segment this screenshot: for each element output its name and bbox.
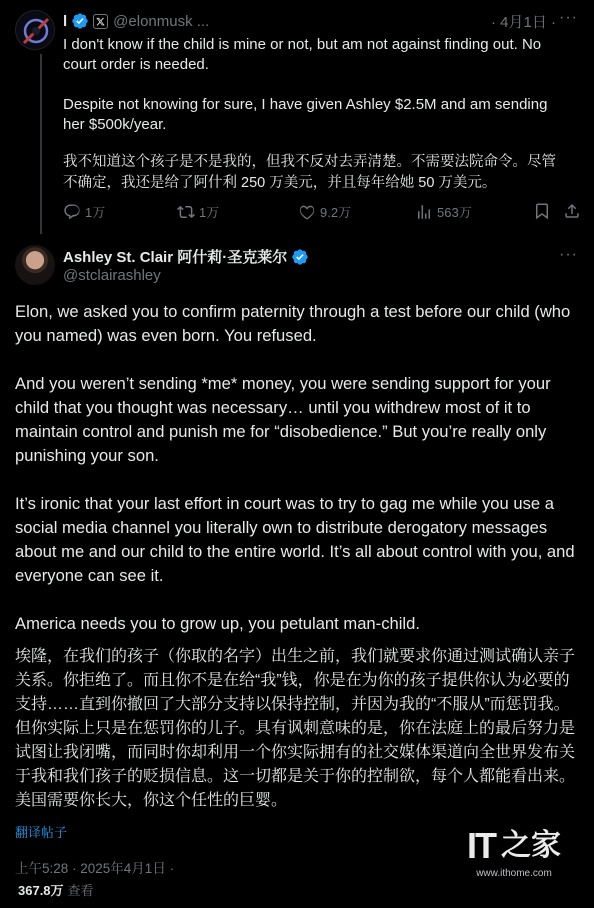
author-handle[interactable]: @stclairashley	[63, 267, 161, 284]
watermark-logo-cn: 之家	[501, 828, 561, 863]
reply-count: 1万	[85, 205, 106, 220]
analytics-icon	[415, 203, 433, 221]
ithome-watermark	[464, 825, 564, 879]
post-timestamp[interactable]: 上午5:28 · 2025年4月1日 ·	[15, 861, 175, 876]
more-options-icon[interactable]: ···	[559, 9, 578, 26]
translated-text-cn: 埃隆，在我们的孩子（你取的名字）出生之前，我们就要求你通过测试确认亲子关系。你拒绝了。而且你不是在给“我”钱，你是在为你的孩子提供你认为必要的支持……直到你撤回了大部分支持以保持控制，并因为我的“不服从”而惩罚我。但你实际上只是在惩罚你的儿子。具有讽刺意味的是，你在法庭上的最后努力是试图让我闭嘴，而同时你却利用一个你实际拥有的社交媒体渠道向全世界发布关于我和我们孩子的贬损信息。这一切都是关于你的控制欲，每个人都能看出来。美国需要你长大，你这个任性的巨婴。	[15, 648, 576, 809]
views-count: 367.8万	[18, 883, 64, 898]
author-handle[interactable]: @elonmusk ...	[113, 12, 210, 30]
repost-count: 1万	[199, 205, 220, 220]
author-name[interactable]: l	[63, 12, 68, 30]
x-logo-icon	[93, 14, 108, 29]
bookmark-button[interactable]	[533, 202, 555, 220]
translate-post-link[interactable]: 翻译帖子	[15, 825, 68, 840]
parent-tweet[interactable]	[0, 0, 594, 236]
main-author-row	[63, 246, 313, 267]
repost-icon	[177, 203, 195, 221]
views-button[interactable]	[415, 202, 472, 221]
paragraph-4: America needs you to grow up, you petulant man-child.	[15, 614, 420, 633]
thread-line	[40, 54, 42, 234]
reply-button[interactable]	[63, 202, 105, 221]
avatar-image	[16, 11, 55, 50]
tweet-text-en-2: Despite not knowing for sure, I have given Ashley $2.5M and am sending her $500k/year.	[63, 96, 548, 133]
avatar[interactable]	[15, 10, 55, 50]
action-bar	[63, 202, 583, 226]
watermark-logo	[464, 825, 564, 866]
view-count: 563万	[437, 205, 472, 220]
main-tweet-text	[15, 300, 583, 809]
post-date[interactable]: · 4月1日 ·	[490, 14, 556, 31]
paragraph-1: Elon, we asked you to confirm paternity through a test before our child (who you named) was even born. You refused.	[15, 302, 571, 345]
reply-icon	[63, 203, 81, 221]
verified-badge-icon	[71, 12, 89, 30]
watermark-logo-text: IT	[467, 825, 495, 866]
bookmark-icon	[533, 202, 551, 220]
parent-tweet-text	[63, 35, 568, 194]
share-button[interactable]	[563, 202, 585, 220]
tweet-text-en-1: I don't know if the child is mine or not, but am not against finding out. No court order is needed.	[63, 36, 542, 73]
like-button[interactable]	[298, 202, 351, 221]
views-label: 查看	[67, 883, 94, 898]
watermark-url: www.ithome.com	[476, 868, 552, 879]
repost-button[interactable]	[177, 202, 219, 221]
more-options-icon[interactable]: ···	[559, 246, 578, 263]
share-icon	[563, 202, 581, 220]
parent-author-row	[63, 11, 209, 31]
author-name[interactable]: Ashley St. Clair 阿什莉·圣克莱尔	[63, 249, 288, 266]
heart-icon	[298, 203, 316, 221]
avatar[interactable]	[15, 245, 55, 285]
tweet-text-cn: 我不知道这个孩子是不是我的，但我不反对去弄清楚。不需要法院命令。尽管不确定，我还是给了阿什利 250 万美元，并且每年给她 50 万美元。	[63, 154, 556, 191]
paragraph-2: And you weren’t sending *me* money, you were sending support for your child that you thought was necessary… until you withdrew most of it to maintain control and punish me for “disobedience.” But you’re really only punishing your son.	[15, 374, 551, 465]
like-count: 9.2万	[320, 205, 352, 220]
paragraph-3: It’s ironic that your last effort in court was to try to gag me while you use a social media channel you literally own to distribute derogatory messages about me and our child to the entire world. It’s all about control with you, and everyone can see it.	[15, 494, 575, 585]
verified-badge-icon	[291, 248, 309, 266]
views-summary	[18, 880, 94, 899]
